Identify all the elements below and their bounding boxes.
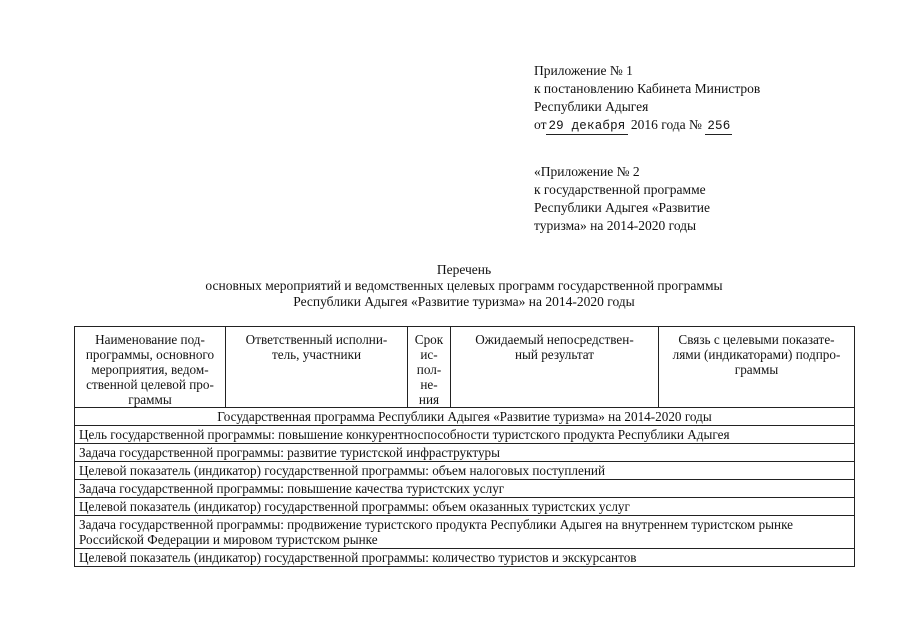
expected-result-header [451,327,659,408]
handwritten-date: 29 декабря [548,119,626,133]
appendix-1-republic: Республики Адыгея [534,99,649,114]
document-title-line-3: Республики Адыгея «Развитие туризма» на 2014-2020 годы [293,294,635,309]
row-text: Задача государственной программы: развитие туристской инфраструктуры [75,444,855,462]
program-title-row [75,408,855,426]
table-header-row [75,327,855,408]
table-row [75,462,855,480]
subprogram-name-header [75,327,226,408]
target-indicators-link-header [659,327,855,408]
year-text: 2016 года № [630,117,702,132]
header-line: Связь с целевыми показате- [678,332,835,347]
header-line: мероприятия, ведом- [91,362,209,377]
header-line: ный результат [514,347,595,362]
header-line: граммы [128,392,172,407]
deadline-header [408,327,451,408]
appendix-2-line-2: к государственной программе [534,182,706,197]
appendix-1-decree: к постановлению Кабинета Министров [534,81,761,96]
appendix-1-heading [534,62,760,135]
appendix-2-line-3: Республики Адыгея «Развитие [534,200,711,215]
appendix-2-heading [534,163,710,235]
header-line: Ответственный исполни- [245,332,388,347]
header-line: программы, основного [85,347,215,362]
table-row [75,516,855,549]
appendix-1-title: Приложение № 1 [534,63,633,78]
header-line: тель, участники [271,347,362,362]
handwritten-number: 256 [707,119,731,133]
header-line: Срок [414,332,444,347]
measures-table [74,326,855,567]
row-text: Государственная программа Республики Адыгея «Развитие туризма» на 2014-2020 годы [75,408,855,426]
header-line: граммы [734,362,779,377]
document-title-line-2: основных мероприятий и ведомственных целевых программ государственной программы [205,278,723,293]
header-line: ис- [420,347,438,362]
table-row [75,444,855,462]
document-title-line-1: Перечень [436,262,492,277]
header-line: не- [420,377,438,392]
header-line: ния [418,392,440,407]
appendix-1-date-line [534,116,760,135]
header-line: лями (индикаторами) подпро- [672,347,841,362]
header-line: Наименование под- [95,332,205,347]
header-line: ственной целевой про- [86,377,214,392]
document-title [74,262,854,310]
row-text: Целевой показатель (индикатор) государственной программы: объем оказанных туристских услуг [75,498,855,516]
appendix-2-line-4: туризма» на 2014-2020 годы [534,218,697,233]
table-row [75,498,855,516]
header-line: Ожидаемый непосредствен- [475,332,634,347]
responsible-executor-header [226,327,408,408]
table-row [75,549,855,567]
row-text: Целевой показатель (индикатор) государственной программы: количество туристов и экскурсантов [75,549,855,567]
row-text: Цель государственной программы: повышение конкурентноспособности туристского продукта Республики Адыгея [75,426,855,444]
row-text: Задача государственной программы: продвижение туристского продукта Республики Адыгея на внутреннем туристском рынке Российской Федерации и мировом туристском рынке [75,516,855,549]
table-row [75,426,855,444]
table-row [75,480,855,498]
row-text: Задача государственной программы: повышение качества туристских услуг [75,480,855,498]
row-text: Целевой показатель (индикатор) государственной программы: объем налоговых поступлений [75,462,855,480]
date-prefix: от [534,117,547,132]
appendix-2-title: «Приложение № 2 [534,164,640,179]
header-line: пол- [416,362,442,377]
